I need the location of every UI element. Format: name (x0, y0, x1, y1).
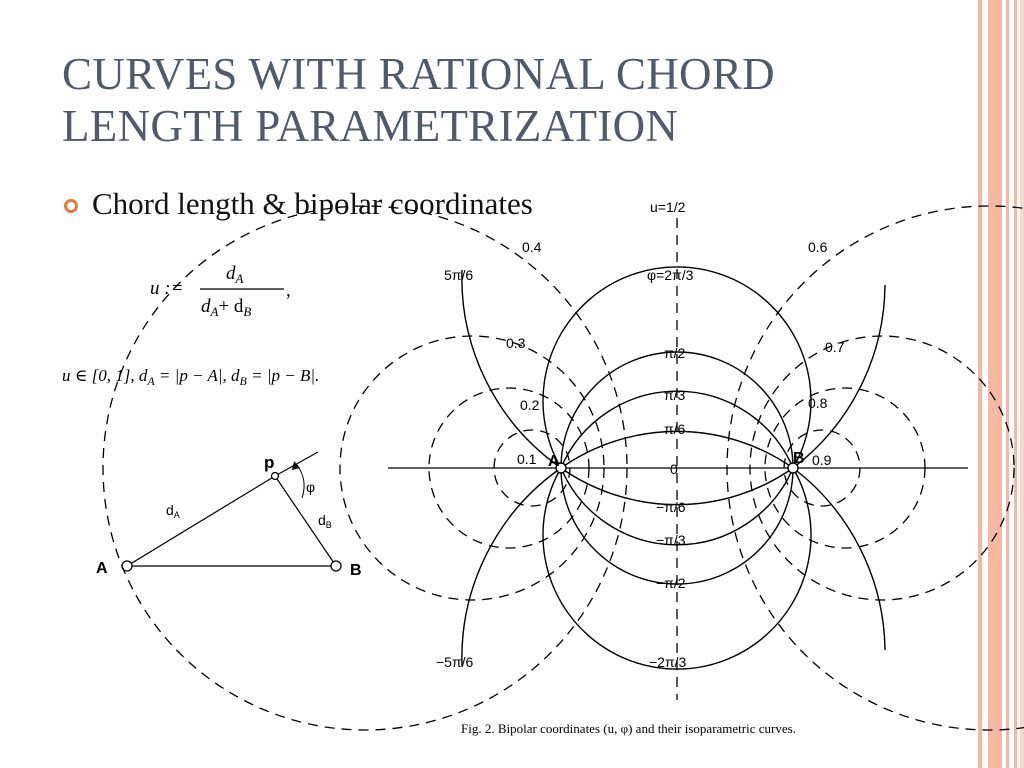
label-u-0.2: 0.2 (520, 397, 540, 413)
label-u-0.9: 0.9 (812, 452, 832, 468)
phi-arc-5pi6-right (793, 285, 885, 468)
triangle-label-a: A (96, 560, 108, 577)
label-u-0.7: 0.7 (825, 339, 845, 355)
point-p-marker (272, 473, 279, 480)
formula-denominator: $d_A+ d_B$ (201, 296, 252, 319)
label-phi-neg-pi3: −π/3 (656, 532, 686, 548)
label-phi-5pi6: 5π/6 (444, 267, 474, 283)
figure-caption: Fig. 2. Bipolar coordinates (u, φ) and their isoparametric curves. (461, 721, 796, 736)
label-u-0.6: 0.6 (808, 239, 828, 255)
label-phi-neg-2pi3: −2π/3 (649, 654, 687, 670)
label-phi-zero: 0 (670, 461, 678, 477)
label-phi-neg-5pi6: −5π/6 (436, 654, 474, 670)
label-u-half: u=1/2 (650, 199, 686, 215)
triangle-diagram (96, 452, 362, 579)
bullet-text: Chord length & bipolar coordinates (92, 186, 533, 221)
triangle-label-db: $d_B$ (318, 512, 332, 530)
label-phi-pi3: π/3 (664, 387, 686, 403)
triangle-label-p: p (264, 453, 275, 472)
label-phi-pi2: π/2 (664, 345, 686, 361)
point-b-marker (331, 561, 341, 571)
triangle-label-da: $d_A$ (166, 502, 180, 520)
formula-domain-line: u ∈ [0, 1], $d_A = |p - A|$, $d_B = |p - B|$. (62, 366, 320, 388)
label-u-0.3: 0.3 (506, 335, 526, 351)
label-u-0.4: 0.4 (522, 239, 542, 255)
label-u-0.1: 0.1 (517, 451, 537, 467)
label-phi-neg-pi2: −π/2 (656, 575, 686, 591)
title-line-2: LENGTH PARAMETRIZATION (62, 101, 679, 151)
label-phi-pi6: π/6 (664, 421, 686, 437)
label-phi-2pi3: φ=2π/3 (647, 267, 694, 283)
angle-arc (297, 465, 304, 498)
formula-u-lhs: u := (150, 278, 184, 299)
label-u-0.8: 0.8 (808, 395, 828, 411)
triangle-label-phi: φ (306, 479, 316, 495)
title-line-1: CURVES WITH RATIONAL CHORD (62, 49, 775, 99)
formula-trailing-comma: , (286, 280, 291, 301)
label-phi-neg-pi6: −π/6 (656, 499, 686, 515)
bipolar-label-a: A (548, 453, 560, 470)
bipolar-label-b: B (793, 450, 805, 467)
phi-arc-neg-5pi6-right (793, 468, 885, 650)
segment-ap (127, 476, 275, 566)
triangle-label-b: B (350, 562, 362, 579)
formula-numerator: $d_A$ (226, 263, 244, 286)
